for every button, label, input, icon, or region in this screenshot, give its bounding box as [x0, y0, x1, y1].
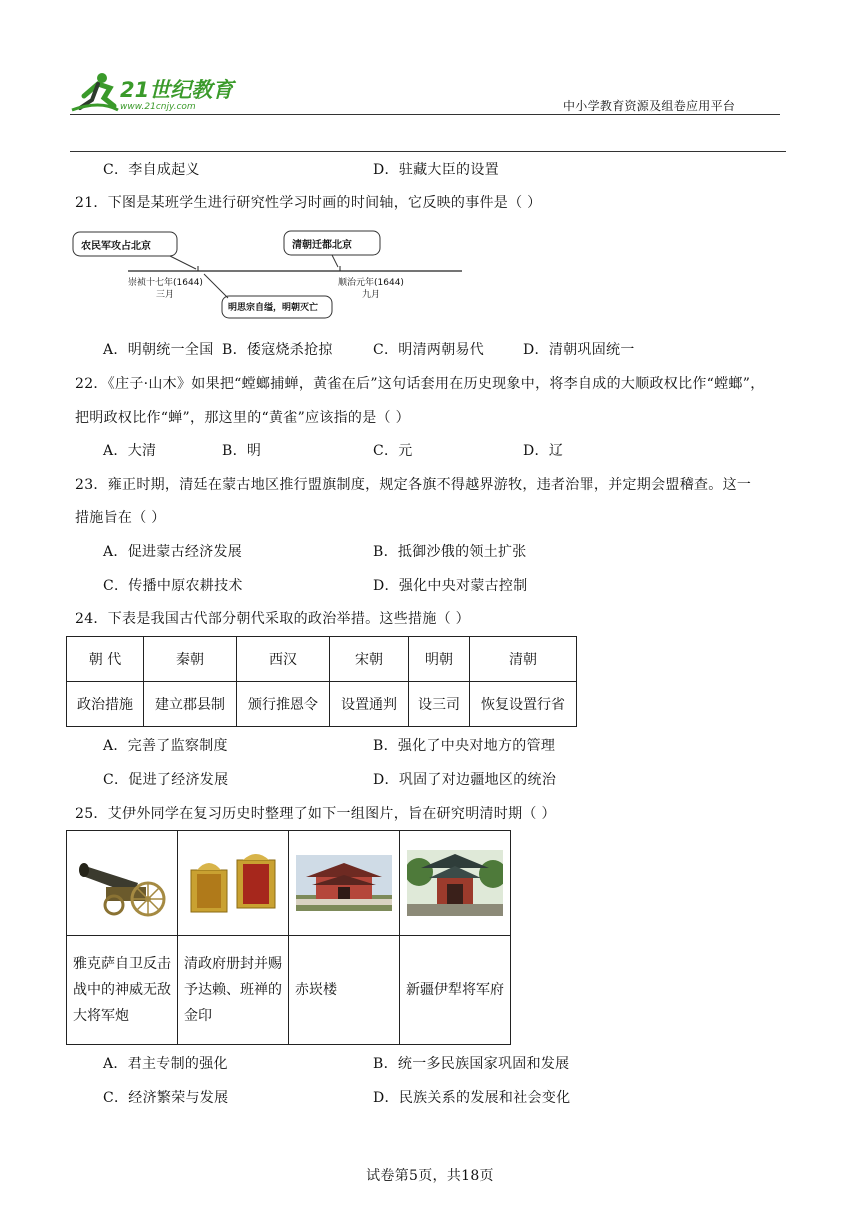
q25-option-a: A．君主专制的强化: [103, 1056, 228, 1072]
q25-option-b: B．统一多民族国家巩固和发展: [373, 1056, 570, 1072]
q25-stem: 25．艾伊外同学在复习历史时整理了如下一组图片，旨在研究明清时期（ ）: [75, 806, 556, 822]
table-cell: [178, 831, 289, 936]
caption-chikan-tower: 赤崁楼: [295, 982, 337, 998]
q23-option-c: C．传播中原农耕技术: [103, 578, 243, 594]
table-cell: 西汉: [237, 637, 330, 682]
q21-timeline: [70, 226, 470, 326]
table-cell: [289, 831, 400, 936]
q25-option-c: C．经济繁荣与发展: [103, 1090, 229, 1106]
header-divider: [70, 114, 780, 115]
table-cell: 政治措施: [67, 682, 144, 727]
q23-option-d: D．强化中央对蒙古控制: [373, 578, 528, 594]
table-row: [67, 682, 577, 727]
q24-dynasty-table: [66, 636, 577, 727]
table-cell: 秦朝: [144, 637, 237, 682]
q24-option-a: A．完善了监察制度: [103, 738, 228, 754]
caption-ili-mansion: 新疆伊犁将军府: [406, 982, 504, 998]
logo-url-text: www.21cnjy.com: [120, 102, 196, 112]
timeline-tick-chongzhen: 崇祯十七年(1644): [128, 278, 203, 288]
cannon-photo: [76, 843, 168, 923]
logo-text: 21世纪教育: [120, 78, 234, 102]
q24-option-d: D．巩固了对边疆地区的统治: [373, 772, 557, 788]
table-row: [67, 637, 577, 682]
timeline-tick-shunzhi-month: 九月: [362, 290, 381, 300]
table-cell: 朝 代: [67, 637, 144, 682]
q24-option-b: B．强化了中央对地方的管理: [373, 738, 556, 754]
platform-name: 中小学教育资源及组卷应用平台: [563, 99, 736, 113]
q21-option-c: C．明清两朝易代: [373, 342, 485, 358]
table-cell: [400, 831, 511, 936]
timeline-tick-shunzhi: 顺治元年(1644): [338, 278, 404, 288]
gold-seals-photo: [185, 848, 281, 918]
q22-stem-line1: 22．《庄子·山木》如果把“螳螂捕蝉，黄雀在后”这句话套用在历史现象中，将李自成的大顺政权比作“螳螂”，: [75, 376, 765, 392]
q23-stem-line1: 23．雍正时期，清廷在蒙古地区推行盟旗制度，规定各旗不得越界游牧，违者治罪，并定期会盟稽查。这一: [75, 477, 752, 493]
q21-stem: 21．下图是某班学生进行研究性学习时画的时间轴，它反映的事件是（ ）: [75, 195, 542, 211]
q22-option-c: C．元: [373, 443, 413, 459]
table-cell: 清朝: [470, 637, 577, 682]
caption-cannon: 雅克萨自卫反击战中的神威无敌大将军炮: [73, 956, 171, 1024]
q22-option-a: A．大清: [103, 443, 157, 459]
timeline-tick-chongzhen-month: 三月: [156, 290, 175, 300]
ili-general-mansion-photo: [407, 850, 503, 916]
timeline-box-ming-fall: 明思宗自缢，明朝灭亡: [228, 303, 319, 313]
site-logo: [70, 70, 240, 116]
table-cell: 建立郡县制: [144, 682, 237, 727]
table-cell: 恢复设置行省: [470, 682, 577, 727]
table-cell: [289, 936, 400, 1045]
section-divider: [70, 151, 786, 152]
table-cell: [400, 936, 511, 1045]
page-footer: 试卷第5页，共18页: [366, 1168, 494, 1184]
q23-stem-line2: 措施旨在（ ）: [75, 510, 166, 526]
q24-stem: 24．下表是我国古代部分朝代采取的政治举措。这些措施（ ）: [75, 611, 470, 627]
q21-option-b: B．倭寇烧杀抢掠: [222, 342, 333, 358]
chikan-tower-photo: [296, 855, 392, 911]
table-cell: 设三司: [409, 682, 470, 727]
caption-gold-seals: 清政府册封并赐予达赖、班禅的金印: [184, 956, 282, 1024]
q23-option-b: B．抵御沙俄的领土扩张: [373, 544, 527, 560]
timeline-box-peasant-army: 农民军攻占北京: [81, 241, 151, 252]
table-cell: [67, 831, 178, 936]
q20-option-d: D．驻藏大臣的设置: [373, 162, 499, 178]
table-cell: [178, 936, 289, 1045]
table-row: [67, 936, 511, 1045]
q25-picture-table: [66, 830, 511, 1045]
table-cell: 宋朝: [330, 637, 409, 682]
q24-option-c: C．促进了经济发展: [103, 772, 229, 788]
q20-option-c: C．李自成起义: [103, 162, 200, 178]
q25-option-d: D．民族关系的发展和社会变化: [373, 1090, 571, 1106]
q22-option-b: B．明: [222, 443, 262, 459]
q21-option-a: A．明朝统一全国: [103, 342, 214, 358]
table-cell: 设置通判: [330, 682, 409, 727]
table-cell: 颁行推恩令: [237, 682, 330, 727]
timeline-box-qing-capital: 清朝迁都北京: [292, 240, 352, 251]
q22-stem-line2: 把明政权比作“蝉”，那这里的“黄雀”应该指的是（ ）: [75, 410, 410, 426]
q21-option-d: D．清朝巩固统一: [523, 342, 635, 358]
q22-option-d: D．辽: [523, 443, 564, 459]
q23-option-a: A．促进蒙古经济发展: [103, 544, 243, 560]
table-row: [67, 831, 511, 936]
table-cell: 明朝: [409, 637, 470, 682]
table-cell: [67, 936, 178, 1045]
